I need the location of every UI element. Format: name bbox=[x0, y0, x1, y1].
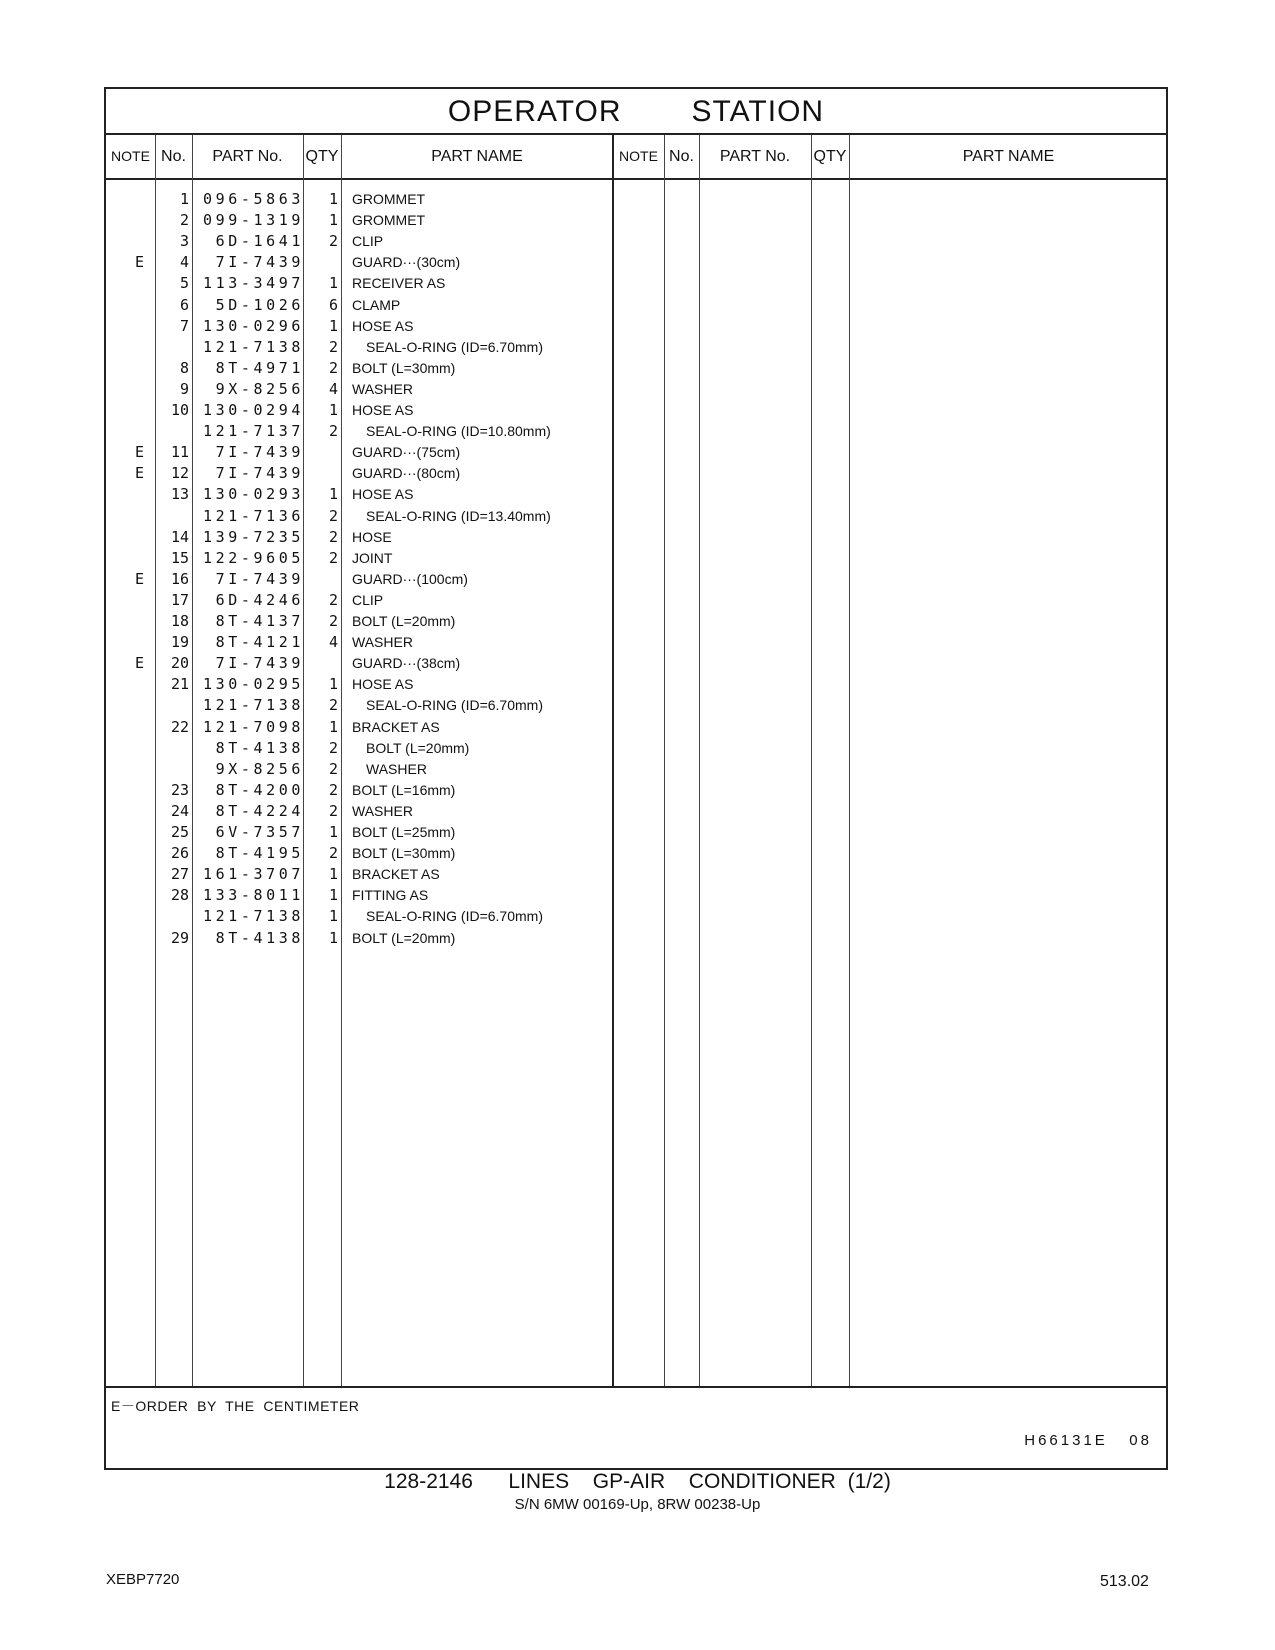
table-row bbox=[106, 505, 613, 527]
note-cell bbox=[106, 336, 144, 358]
quantity-cell bbox=[306, 568, 338, 590]
item-number-cell: 27 bbox=[170, 865, 189, 884]
quantity-cell: 2 bbox=[328, 696, 338, 715]
note-cell bbox=[106, 884, 144, 906]
part-name-cell: BOLT (L=30mm) bbox=[352, 359, 456, 376]
table-row bbox=[106, 863, 613, 885]
table-row bbox=[106, 694, 613, 716]
note-cell: E bbox=[134, 569, 144, 588]
column-divider bbox=[811, 135, 812, 1388]
table-row bbox=[106, 378, 613, 400]
part-number-cell: 130-0296 bbox=[202, 316, 304, 335]
note-cell bbox=[106, 821, 144, 843]
quantity-cell: 2 bbox=[328, 337, 338, 356]
quantity-cell: 2 bbox=[328, 612, 338, 630]
note-cell bbox=[106, 694, 144, 716]
item-number-cell: 29 bbox=[170, 928, 189, 947]
part-name-cell: GUARD···(30cm) bbox=[352, 254, 461, 271]
part-name-cell: GUARD···(75cm) bbox=[352, 444, 461, 461]
note-cell bbox=[106, 294, 144, 316]
part-number-cell: 8T-4137 bbox=[215, 612, 304, 630]
part-name-cell: CLAMP bbox=[352, 296, 401, 313]
item-number-cell: 17 bbox=[170, 590, 189, 609]
part-number-cell: 121-7138 bbox=[202, 696, 304, 715]
part-name-cell: SEAL-O-RING (ID=6.70mm) bbox=[366, 908, 543, 925]
table-row bbox=[106, 800, 613, 822]
part-number-cell: 8T-4971 bbox=[215, 358, 304, 377]
note-cell bbox=[106, 547, 144, 569]
quantity-cell: 2 bbox=[328, 738, 338, 757]
item-number-cell: 2 bbox=[179, 211, 189, 230]
note-cell bbox=[106, 610, 144, 632]
table-row bbox=[106, 673, 613, 695]
item-number-cell: 21 bbox=[170, 675, 189, 694]
quantity-cell: 1 bbox=[328, 823, 338, 841]
part-name-cell: BOLT (L=16mm) bbox=[352, 781, 456, 798]
part-number-cell: 8T-4121 bbox=[215, 633, 304, 652]
note-cell bbox=[106, 420, 144, 442]
item-number-cell: 6 bbox=[179, 295, 189, 314]
note-cell bbox=[106, 589, 144, 611]
part-number-cell: 121-7098 bbox=[202, 717, 304, 736]
note-cell bbox=[106, 863, 144, 885]
table-header bbox=[106, 135, 1166, 180]
note-cell bbox=[106, 505, 144, 527]
header-part-name-right: PART NAME bbox=[962, 148, 1055, 165]
note-cell bbox=[106, 927, 144, 949]
part-number-cell: 5D-1026 bbox=[215, 295, 304, 314]
part-number-cell: 121-7136 bbox=[202, 506, 304, 525]
part-name-cell: HOSE AS bbox=[352, 402, 414, 418]
table-row bbox=[106, 821, 613, 843]
table-row bbox=[106, 420, 613, 442]
quantity-cell: 1 bbox=[328, 211, 338, 230]
part-number-cell: 121-7138 bbox=[202, 337, 304, 356]
section-title-band bbox=[106, 89, 1166, 135]
part-number-cell: 161-3707 bbox=[202, 865, 304, 884]
parts-list-frame bbox=[104, 87, 1168, 1470]
quantity-cell: 1 bbox=[328, 928, 338, 947]
item-number-cell: 15 bbox=[170, 548, 189, 567]
note-cell bbox=[106, 673, 144, 695]
table-row bbox=[106, 779, 613, 801]
item-number-cell bbox=[156, 758, 189, 780]
part-name-cell: HOSE AS bbox=[352, 317, 414, 334]
item-number-cell bbox=[156, 737, 189, 759]
item-number-cell bbox=[156, 336, 189, 358]
note-cell bbox=[106, 526, 144, 548]
table-row bbox=[106, 631, 613, 653]
header-part-no-right: PART No. bbox=[719, 148, 791, 165]
item-number-cell: 22 bbox=[170, 717, 189, 736]
table-row bbox=[106, 483, 613, 505]
table-row bbox=[106, 315, 613, 337]
table-row bbox=[106, 610, 613, 632]
part-name-cell: GROMMET bbox=[352, 212, 426, 229]
part-name-cell: HOSE AS bbox=[352, 486, 414, 503]
table-row bbox=[106, 294, 613, 316]
part-name-cell: WASHER bbox=[352, 380, 413, 397]
item-number-cell: 19 bbox=[170, 633, 189, 652]
item-number-cell: 9 bbox=[179, 379, 189, 398]
part-name-cell: WASHER bbox=[352, 802, 413, 819]
note-cell bbox=[106, 737, 144, 759]
item-number-cell: 5 bbox=[179, 274, 189, 293]
header-qty-right: QTY bbox=[813, 148, 847, 165]
part-name-cell: BOLT (L=30mm) bbox=[352, 845, 456, 862]
item-number-cell: 10 bbox=[170, 401, 189, 419]
quantity-cell: 2 bbox=[328, 759, 338, 778]
part-number-cell: 096-5863 bbox=[202, 190, 304, 208]
note-cell bbox=[106, 188, 144, 210]
part-number-cell: 139-7235 bbox=[202, 527, 304, 546]
table-row bbox=[106, 905, 613, 927]
quantity-cell: 2 bbox=[328, 590, 338, 609]
header-part-name-left: PART NAME bbox=[431, 148, 523, 165]
part-name-cell: SEAL-O-RING (ID=6.70mm) bbox=[366, 338, 543, 355]
part-name-cell: BOLT (L=25mm) bbox=[352, 824, 456, 840]
part-name-cell: GUARD···(38cm) bbox=[352, 655, 461, 672]
part-name-cell: SEAL-O-RING (ID=13.40mm) bbox=[366, 507, 551, 524]
quantity-cell: 2 bbox=[328, 844, 338, 863]
quantity-cell bbox=[306, 652, 338, 674]
quantity-cell bbox=[306, 251, 338, 273]
item-number-cell: 28 bbox=[170, 886, 189, 905]
item-number-cell: 16 bbox=[170, 569, 189, 588]
serial-range: S/N 6MW 00169-Up, 8RW 00238-Up bbox=[514, 1496, 761, 1513]
part-number-cell: 6D-1641 bbox=[215, 232, 304, 251]
item-number-cell: 8 bbox=[179, 358, 189, 377]
drawing-code: H66131E 08 bbox=[1024, 1432, 1152, 1449]
part-name-cell: GUARD···(100cm) bbox=[352, 570, 468, 587]
item-number-cell: 12 bbox=[170, 464, 189, 483]
part-number-cell: 6V-7357 bbox=[215, 823, 304, 841]
note-cell bbox=[106, 758, 144, 780]
part-number-cell: 099-1319 bbox=[202, 211, 304, 230]
quantity-cell: 2 bbox=[328, 527, 338, 546]
quantity-cell: 1 bbox=[328, 401, 338, 419]
column-divider bbox=[664, 135, 665, 1388]
item-number-cell: 1 bbox=[179, 190, 189, 208]
column-divider bbox=[699, 135, 700, 1388]
footnote: E－ORDER BY THE CENTIMETER bbox=[111, 1398, 360, 1414]
note-cell: E bbox=[134, 464, 144, 483]
part-name-cell: GUARD···(80cm) bbox=[352, 465, 461, 482]
quantity-cell: 2 bbox=[328, 780, 338, 799]
note-cell bbox=[106, 905, 144, 927]
item-number-cell: 25 bbox=[170, 823, 189, 841]
part-number-cell: 133-8011 bbox=[202, 886, 304, 905]
quantity-cell bbox=[306, 462, 338, 484]
item-number-cell: 20 bbox=[170, 654, 189, 673]
section-title: OPERATOR STATION bbox=[447, 95, 825, 128]
part-name-cell: BOLT (L=20mm) bbox=[352, 929, 456, 946]
part-name-cell: BOLT (L=20mm) bbox=[352, 613, 456, 629]
quantity-cell: 2 bbox=[328, 506, 338, 525]
item-number-cell: 14 bbox=[170, 527, 189, 546]
part-number-cell: 8T-4200 bbox=[215, 780, 304, 799]
part-name-cell: HOSE AS bbox=[352, 676, 414, 693]
table-row bbox=[106, 737, 613, 759]
note-cell bbox=[106, 378, 144, 400]
group-title: 128-2146 LINES GP-AIR CONDITIONER (1/2) bbox=[384, 1470, 891, 1493]
part-name-cell: BRACKET AS bbox=[352, 718, 440, 735]
part-name-cell: GROMMET bbox=[352, 191, 426, 207]
item-number-cell: 24 bbox=[170, 801, 189, 820]
header-no-right: No. bbox=[669, 148, 694, 165]
part-number-cell: 9X-8256 bbox=[215, 379, 304, 398]
part-number-cell: 7I-7439 bbox=[215, 654, 304, 673]
document-id: XEBP7720 bbox=[106, 1571, 180, 1588]
item-number-cell: 7 bbox=[179, 316, 189, 335]
item-number-cell: 3 bbox=[179, 232, 189, 251]
item-number-cell: 18 bbox=[170, 612, 189, 630]
part-number-cell: 7I-7439 bbox=[215, 464, 304, 483]
table-row bbox=[106, 462, 613, 484]
table-row bbox=[106, 758, 613, 780]
table-row bbox=[106, 842, 613, 864]
header-part-no-left: PART No. bbox=[212, 148, 283, 165]
quantity-cell: 2 bbox=[328, 422, 338, 441]
note-cell: E bbox=[134, 443, 144, 462]
note-cell bbox=[106, 209, 144, 231]
table-row bbox=[106, 589, 613, 611]
note-cell bbox=[106, 357, 144, 379]
part-name-cell: BOLT (L=20mm) bbox=[366, 739, 470, 756]
part-number-cell: 113-3497 bbox=[202, 274, 304, 293]
table-row bbox=[106, 927, 613, 949]
part-number-cell: 121-7138 bbox=[202, 907, 304, 926]
note-cell bbox=[106, 315, 144, 337]
part-name-cell: BRACKET AS bbox=[352, 866, 440, 883]
table-row bbox=[106, 526, 613, 548]
quantity-cell: 6 bbox=[328, 295, 338, 314]
table-row bbox=[106, 357, 613, 379]
header-note-left: NOTE bbox=[111, 148, 150, 164]
note-cell bbox=[106, 399, 144, 421]
quantity-cell bbox=[306, 441, 338, 463]
part-number-cell: 130-0295 bbox=[202, 675, 304, 694]
table-row bbox=[106, 441, 613, 463]
note-cell bbox=[106, 230, 144, 252]
page-number: 513.02 bbox=[1100, 1573, 1149, 1590]
table-row bbox=[106, 230, 613, 252]
note-cell: E bbox=[134, 654, 144, 673]
item-number-cell bbox=[156, 905, 189, 927]
note-cell bbox=[106, 800, 144, 822]
part-name-cell: SEAL-O-RING (ID=6.70mm) bbox=[366, 697, 543, 714]
part-number-cell: 7I-7439 bbox=[215, 443, 304, 462]
part-name-cell: WASHER bbox=[352, 634, 413, 651]
table-row bbox=[106, 716, 613, 738]
item-number-cell: 4 bbox=[179, 253, 189, 272]
part-number-cell: 7I-7439 bbox=[215, 253, 304, 272]
note-cell bbox=[106, 272, 144, 294]
quantity-cell: 2 bbox=[328, 801, 338, 820]
part-number-cell: 6D-4246 bbox=[215, 590, 304, 609]
table-row bbox=[106, 884, 613, 906]
part-number-cell: 122-9605 bbox=[202, 548, 304, 567]
quantity-cell: 1 bbox=[328, 717, 338, 736]
part-name-cell: SEAL-O-RING (ID=10.80mm) bbox=[366, 423, 551, 440]
part-number-cell: 7I-7439 bbox=[215, 569, 304, 588]
column-divider bbox=[849, 135, 850, 1388]
quantity-cell: 1 bbox=[328, 274, 338, 293]
quantity-cell: 2 bbox=[328, 548, 338, 567]
part-name-cell: CLIP bbox=[352, 233, 384, 250]
part-name-cell: JOINT bbox=[352, 549, 393, 566]
table-row bbox=[106, 652, 613, 674]
item-number-cell: 13 bbox=[170, 485, 189, 504]
quantity-cell: 1 bbox=[328, 675, 338, 694]
quantity-cell: 4 bbox=[328, 633, 338, 652]
note-cell bbox=[106, 779, 144, 801]
table-row bbox=[106, 209, 613, 231]
quantity-cell: 1 bbox=[328, 886, 338, 905]
table-row bbox=[106, 547, 613, 569]
quantity-cell: 2 bbox=[328, 358, 338, 377]
part-name-cell: WASHER bbox=[366, 760, 427, 777]
note-cell: E bbox=[134, 253, 144, 272]
item-number-cell bbox=[156, 505, 189, 527]
quantity-cell: 1 bbox=[328, 865, 338, 884]
note-cell bbox=[106, 483, 144, 505]
header-qty-left: QTY bbox=[305, 148, 339, 165]
table-row bbox=[106, 399, 613, 421]
quantity-cell: 4 bbox=[328, 379, 338, 398]
part-number-cell: 8T-4224 bbox=[215, 801, 304, 820]
table-row bbox=[106, 251, 613, 273]
table-row bbox=[106, 188, 613, 210]
part-name-cell: CLIP bbox=[352, 591, 384, 608]
part-number-cell: 9X-8256 bbox=[215, 759, 304, 778]
table-row bbox=[106, 336, 613, 358]
header-note-right: NOTE bbox=[619, 148, 658, 164]
part-name-cell: HOSE bbox=[352, 528, 392, 545]
item-number-cell: 11 bbox=[170, 443, 189, 462]
part-name-cell: RECEIVER AS bbox=[352, 275, 446, 292]
header-no-left: No. bbox=[161, 148, 186, 165]
part-number-cell: 130-0293 bbox=[202, 485, 304, 504]
quantity-cell: 1 bbox=[328, 907, 338, 926]
note-cell bbox=[106, 842, 144, 864]
part-number-cell: 8T-4138 bbox=[215, 928, 304, 947]
part-number-cell: 121-7137 bbox=[202, 422, 304, 441]
table-row bbox=[106, 568, 613, 590]
quantity-cell: 1 bbox=[328, 485, 338, 504]
part-number-cell: 8T-4138 bbox=[215, 738, 304, 757]
item-number-cell: 23 bbox=[170, 780, 189, 799]
quantity-cell: 1 bbox=[328, 190, 338, 208]
quantity-cell: 1 bbox=[328, 316, 338, 335]
item-number-cell bbox=[156, 420, 189, 442]
note-cell bbox=[106, 716, 144, 738]
quantity-cell: 2 bbox=[328, 232, 338, 251]
part-name-cell: FITTING AS bbox=[352, 887, 429, 904]
item-number-cell: 26 bbox=[170, 844, 189, 863]
part-number-cell: 130-0294 bbox=[202, 401, 304, 419]
item-number-cell bbox=[156, 694, 189, 716]
table-row bbox=[106, 272, 613, 294]
table-footer bbox=[106, 1386, 1166, 1470]
part-number-cell: 8T-4195 bbox=[215, 844, 304, 863]
note-cell bbox=[106, 631, 144, 653]
